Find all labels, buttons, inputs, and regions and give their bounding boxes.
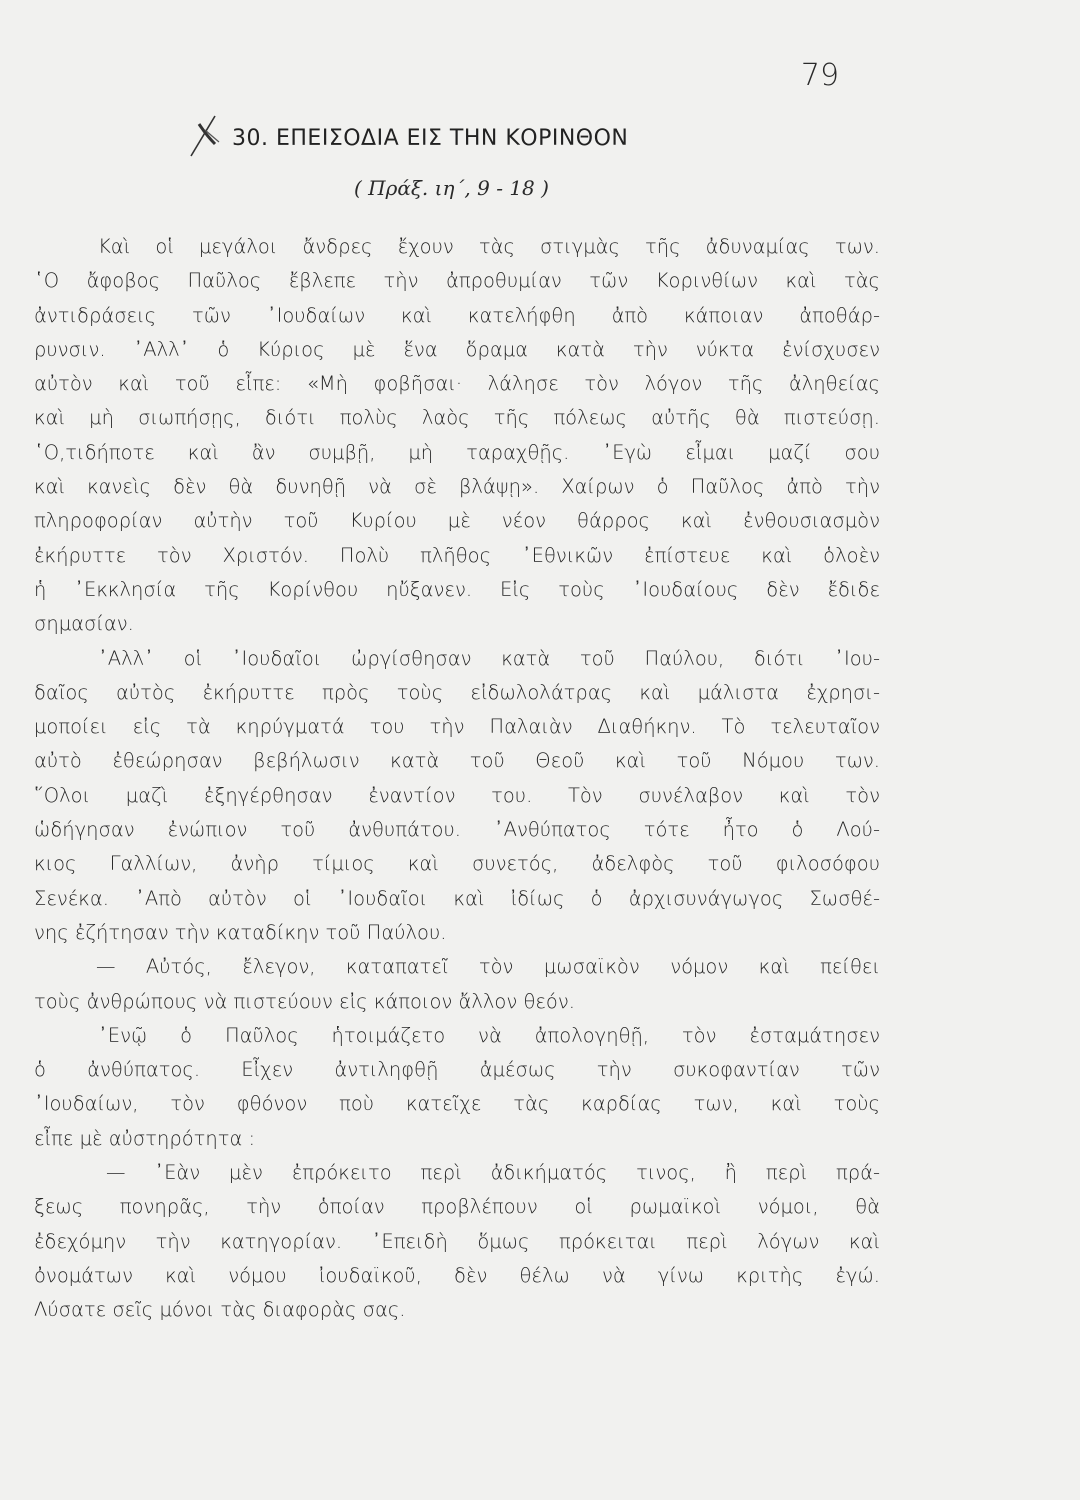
text-line: σημασίαν. <box>34 612 134 636</box>
text-line: δαῖος αὐτὸς ἐκήρυττε πρὸς τοὺς εἰδωλολάτρας καὶ μάλιστα ἐχρησι- <box>34 680 880 704</box>
text-line: εἶπε μὲ αὐστηρότητα : <box>34 1126 256 1150</box>
chapter-heading: 30. ΕΠΕΙΣΟΔΙΑ ΕΙΣ ΤΗΝ ΚΟΡΙΝΘΟΝ <box>232 126 629 151</box>
body-text <box>34 230 880 1328</box>
text-line: ὀνομάτων καὶ νόμου ἰουδαϊκοῦ, δὲν θέλω νὰ γίνω κριτὴς ἐγώ. <box>34 1263 880 1287</box>
text-line: νης ἐζήτησαν τὴν καταδίκην τοῦ Παύλου. <box>34 920 447 944</box>
text-line: ὁ ἀνθύπατος. Εἶχεν ἀντιληφθῇ ἀμέσως τὴν συκοφαντίαν τῶν <box>34 1058 880 1082</box>
text-line: Καὶ οἱ μεγάλοι ἄνδρες ἔχουν τὰς στιγμὰς τῆς ἀδυναμίας των. <box>98 235 880 258</box>
text-line: τοὺς ἀνθρώπους νὰ πιστεύουν εἰς κάποιον ἄλλον θεόν. <box>34 989 575 1013</box>
text-line: μοποίει εἰς τὰ κηρύγματά του τὴν Παλαιὰν Διαθήκην. Τὸ τελευταῖον <box>34 715 880 739</box>
text-line: Σενέκα. ᾿Απὸ αὐτὸν οἱ ᾿Ιουδαῖοι καὶ ἰδίως ὁ ἀρχισυνάγωγος Σωσθέ- <box>34 886 880 910</box>
scripture-reference: ( Πράξ. ιη΄, 9 - 18 ) <box>354 176 549 200</box>
text-line: ὡδήγησαν ἐνώπιον τοῦ ἀνθυπάτου. ᾿Ανθύπατος τότε ἦτο ὁ Λού- <box>34 818 880 842</box>
text-line: ῾Ο,τιδήποτε καὶ ἂν συμβῇ, μὴ ταραχθῇς. ᾿Εγὼ εἶμαι μαζί σου <box>34 440 880 464</box>
handwritten-x-mark <box>185 110 225 160</box>
text-line: αὐτὸ ἐθεώρησαν βεβήλωσιν κατὰ τοῦ Θεοῦ καὶ τοῦ Νόμου των. <box>34 749 880 773</box>
text-line: ᾿Αλλ᾿ οἱ ᾿Ιουδαῖοι ὠργίσθησαν κατὰ τοῦ Παύλου, διότι ᾿Ιου- <box>98 646 880 670</box>
text-line: ᾿Ενῷ ὁ Παῦλος ἡτοιμάζετο νὰ ἀπολογηθῇ, τὸν ἐσταμάτησεν <box>98 1023 880 1047</box>
text-line: ἐκήρυττε τὸν Χριστόν. Πολὺ πλῆθος ᾿Εθνικῶν ἐπίστευε καὶ ὁλοὲν <box>34 543 880 567</box>
text-line: κιος Γαλλίων, ἀνὴρ τίμιος καὶ συνετός, ἀδελφὸς τοῦ φιλοσόφου <box>34 852 880 876</box>
text-line: ἡ ᾿Εκκλησία τῆς Κορίνθου ηὔξανεν. Εἰς τοὺς ᾿Ιουδαίους δὲν ἔδιδε <box>34 577 880 601</box>
text-line: πληροφορίαν αὐτὴν τοῦ Κυρίου μὲ νέον θάρρος καὶ ἐνθουσιασμὸν <box>34 509 880 533</box>
text-line: ᾿Ιουδαίων, τὸν φθόνον ποὺ κατεῖχε τὰς καρδίας των, καὶ τοὺς <box>34 1092 880 1116</box>
text-line: ῾Ο ἄφοβος Παῦλος ἔβλεπε τὴν ἀπροθυμίαν τῶν Κορινθίων καὶ τὰς <box>34 269 880 293</box>
text-line: ξεως πονηρᾶς, τὴν ὁποίαν προβλέπουν οἱ ρωμαϊκοὶ νόμοι, θὰ <box>34 1195 880 1219</box>
text-line: — ᾿Εὰν μὲν ἐπρόκειτο περὶ ἀδικήματός τινος, ἢ περὶ πρά- <box>106 1161 880 1185</box>
text-line: — Αὐτός, ἔλεγον, καταπατεῖ τὸν μωσαϊκὸν νόμον καὶ πείθει <box>96 955 880 979</box>
text-line: ἐδεχόμην τὴν κατηγορίαν. ᾿Επειδὴ ὅμως πρόκειται περὶ λόγων καὶ <box>34 1229 880 1253</box>
text-line: καὶ μὴ σιωπήσῃς, διότι πολὺς λαὸς τῆς πόλεως αὐτῆς θὰ πιστεύσῃ. <box>34 406 880 430</box>
text-line: αὐτὸν καὶ τοῦ εἶπε: «Μὴ φοβῆσαι· λάλησε τὸν λόγον τῆς ἀληθείας <box>34 372 880 396</box>
text-line: ρυνσιν. ᾿Αλλ᾿ ὁ Κύριος μὲ ἕνα ὅραμα κατὰ τὴν νύκτα ἐνίσχυσεν <box>34 337 880 361</box>
text-line: Λύσατε σεῖς μόνοι τὰς διαφορὰς σας. <box>34 1298 406 1322</box>
page-number: 79 <box>800 58 840 93</box>
text-line: ἀντιδράσεις τῶν ᾿Ιουδαίων καὶ κατελήφθη ἀπὸ κάποιαν ἀποθάρ- <box>34 303 880 327</box>
text-line: ῞Ολοι μαζὶ ἐξηγέρθησαν ἐναντίον του. Τὸν συνέλαβον καὶ τὸν <box>34 783 880 807</box>
text-line: καὶ κανεὶς δὲν θὰ δυνηθῇ νὰ σὲ βλάψῃ». Χαίρων ὁ Παῦλος ἀπὸ τὴν <box>34 475 880 499</box>
